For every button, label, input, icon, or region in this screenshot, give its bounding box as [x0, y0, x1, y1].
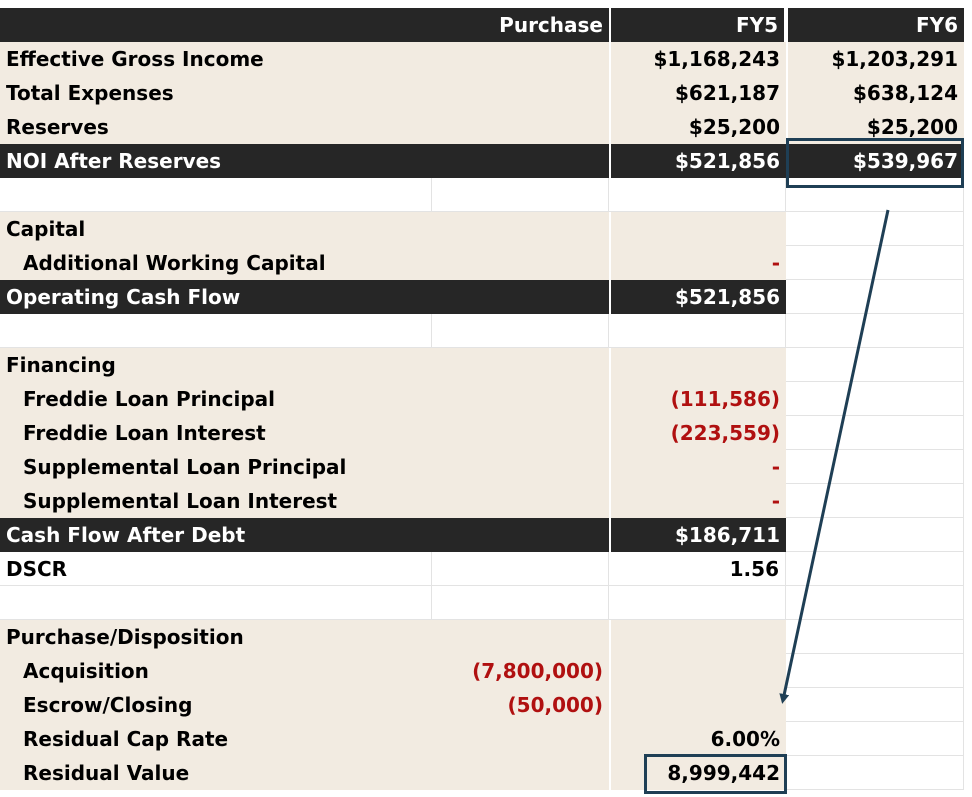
header-purchase[interactable]: Purchase: [432, 8, 609, 42]
arrow-line: [783, 210, 888, 700]
noi-fy6[interactable]: $539,967: [786, 144, 964, 178]
cap-rate-fy5[interactable]: 6.00%: [609, 722, 786, 756]
ocf-fy5[interactable]: $521,856: [609, 280, 786, 314]
reserves-fy6[interactable]: $25,200: [786, 110, 964, 144]
header-fy6[interactable]: FY6: [786, 8, 964, 42]
sli-fy5[interactable]: -: [609, 484, 786, 518]
total-expenses-fy5[interactable]: $621,187: [609, 76, 786, 110]
ocf-label[interactable]: Operating Cash Flow: [0, 280, 609, 314]
capital-label[interactable]: Capital: [0, 212, 609, 246]
cfad-fy5[interactable]: $186,711: [609, 518, 786, 552]
fli-label[interactable]: Freddie Loan Interest: [0, 416, 609, 450]
res-value-label[interactable]: Residual Value: [0, 756, 609, 790]
egi-fy6[interactable]: $1,203,291: [786, 42, 964, 76]
total-expenses-fy6[interactable]: $638,124: [786, 76, 964, 110]
header-fy5[interactable]: FY5: [609, 8, 786, 42]
cap-rate-label[interactable]: Residual Cap Rate: [0, 722, 609, 756]
acq-purchase[interactable]: (7,800,000): [432, 654, 609, 688]
awc-fy5[interactable]: -: [609, 246, 786, 280]
acq-label[interactable]: Acquisition: [0, 654, 432, 688]
dscr-label[interactable]: DSCR: [0, 552, 432, 586]
slp-label[interactable]: Supplemental Loan Principal: [0, 450, 609, 484]
noi-fy5[interactable]: $521,856: [609, 144, 786, 178]
flp-fy5[interactable]: (111,586): [609, 382, 786, 416]
reserves-label[interactable]: Reserves: [0, 110, 609, 144]
cfad-label[interactable]: Cash Flow After Debt: [0, 518, 609, 552]
pd-label[interactable]: Purchase/Disposition: [0, 620, 609, 654]
dscr-fy5[interactable]: 1.56: [609, 552, 786, 586]
sli-label[interactable]: Supplemental Loan Interest: [0, 484, 609, 518]
flp-label[interactable]: Freddie Loan Principal: [0, 382, 609, 416]
slp-fy5[interactable]: -: [609, 450, 786, 484]
awc-label[interactable]: Additional Working Capital: [0, 246, 609, 280]
reserves-fy5[interactable]: $25,200: [609, 110, 786, 144]
fli-fy5[interactable]: (223,559): [609, 416, 786, 450]
noi-label[interactable]: NOI After Reserves: [0, 144, 609, 178]
financing-label[interactable]: Financing: [0, 348, 609, 382]
egi-label[interactable]: Effective Gross Income: [0, 42, 609, 76]
res-value-fy5[interactable]: 8,999,442: [609, 756, 786, 790]
escrow-label[interactable]: Escrow/Closing: [0, 688, 432, 722]
escrow-purchase[interactable]: (50,000): [432, 688, 609, 722]
total-expenses-label[interactable]: Total Expenses: [0, 76, 609, 110]
egi-fy5[interactable]: $1,168,243: [609, 42, 786, 76]
